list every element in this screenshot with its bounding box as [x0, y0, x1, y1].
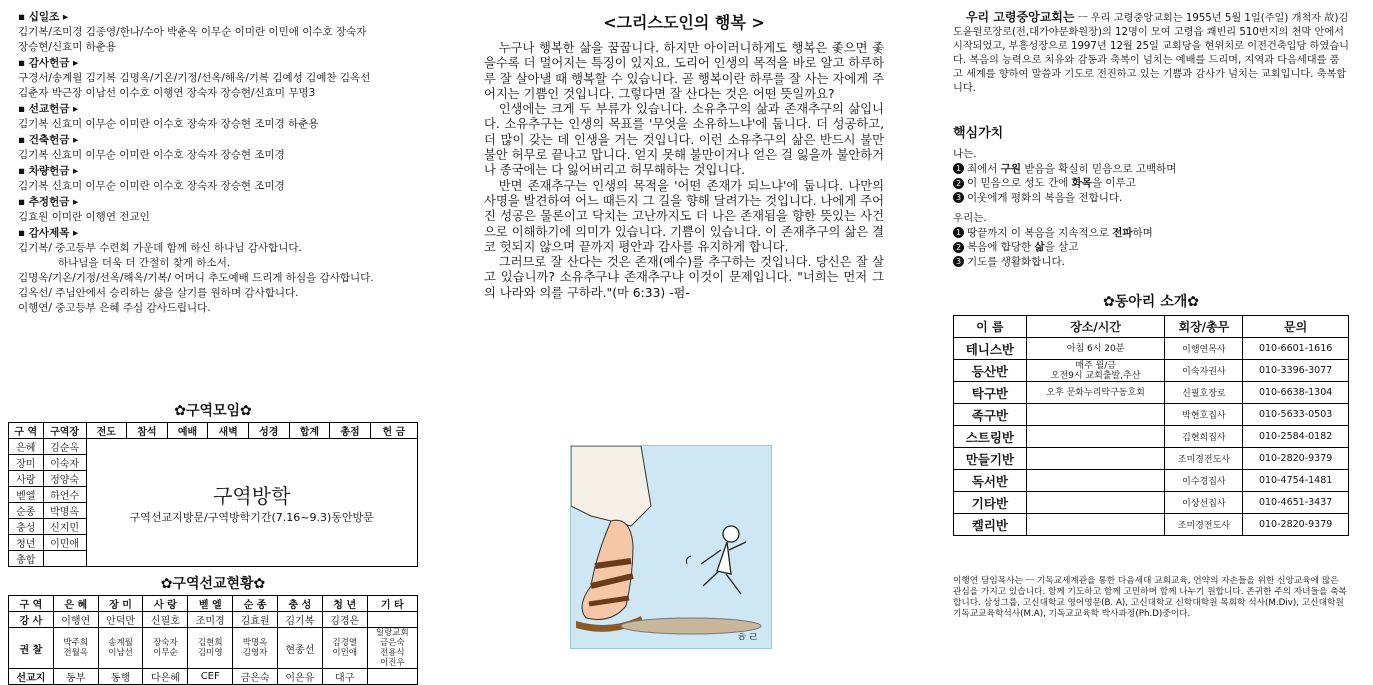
- club-place: 오후 문화누리탁구동호회: [1026, 382, 1165, 404]
- district-name: 청년: [9, 535, 44, 551]
- column-header: 회장/총무: [1165, 316, 1243, 338]
- club-phone: 010-2820-9379: [1243, 448, 1349, 470]
- core-group: [953, 147, 1349, 205]
- core-text-end: 을 이루고: [1091, 177, 1136, 189]
- essay-paragraph: 반면 존재추구는 인생의 목적을 '어떤 존재가 되느냐'에 둡니다. 나만의 사명을 발견하여 어느 때든지 그 길을 향해 달려가는 것입니다. 나에게 주어진 성공은 물론이고 닥치는 고난까지도 더 나은 존재됨을 향한 뜻있는 사건으로 이해하기에 의미가 있습니다. 기쁨이 있습니다. 이 존재추구의 삶은 결코 헛되지 않으며 끝까지 평안과 감사를 유지하게 합니다.: [484, 178, 884, 254]
- table-header-row: [9, 596, 418, 612]
- table-row: [954, 426, 1349, 448]
- table-cell: 대구: [322, 669, 367, 685]
- district-name: 순종: [9, 503, 44, 519]
- offering-head: [18, 164, 418, 179]
- district-mission-title: ✿구역선교현황✿: [160, 576, 266, 592]
- column-header: 헌 금: [370, 423, 417, 439]
- arrow-icon: ▸: [59, 11, 69, 23]
- column-header: 사 랑: [143, 596, 188, 612]
- arrow-icon: ▸: [73, 227, 79, 239]
- offering-names: 김기복 신효미 이무순 이미란 이수호 장숙자 장승현 조미경 하춘용: [18, 118, 319, 130]
- offering-head: [18, 56, 418, 71]
- district-name: 총합: [9, 551, 44, 567]
- column-header: 성경: [249, 423, 290, 439]
- essay-title: <그리스도인의 행복 >: [603, 13, 765, 32]
- core-text: 기도를 생활화합니다.: [967, 255, 1065, 268]
- offering-names: 김기복 신효미 이무순 이미란 이수호 장숙자 장승현 조미경: [18, 180, 285, 192]
- district-meeting: [8, 396, 418, 685]
- club-leader: 이행연목사: [1165, 338, 1243, 360]
- club-title: ✿동아리 소개✿: [1103, 294, 1199, 310]
- bullet-icon: ▪: [18, 57, 29, 69]
- offering-head: [18, 10, 418, 25]
- column-header: 청 년: [322, 596, 367, 612]
- table-row: [954, 448, 1349, 470]
- club-place: [1026, 514, 1165, 536]
- offering-names: 김기복/조미경 김종영/한나/수아 박춘옥 이무순 이미란 이민애 이수호 장숙자: [18, 26, 367, 38]
- bullet-icon: ▪: [18, 134, 29, 146]
- club-name: 탁구반: [954, 382, 1027, 404]
- table-cell: CEF: [188, 669, 233, 685]
- offering-title: 차량헌금: [28, 165, 70, 177]
- notice-subtitle: 구역선교지방문/구역방학기간(7.16~9.3)동안방문: [129, 511, 374, 524]
- district-name: 충성: [9, 519, 44, 535]
- club-name: 켈리반: [954, 514, 1027, 536]
- illustration-svg: [571, 446, 771, 648]
- table-cell: 김경은: [322, 612, 367, 628]
- club-name: 기타반: [954, 492, 1027, 514]
- table-row: [954, 404, 1349, 426]
- thanks-section: [18, 226, 418, 316]
- row-label: 권 찰: [9, 628, 54, 669]
- club-phone: 010-6638-1304: [1243, 382, 1349, 404]
- table-cell: 안덕만: [98, 612, 143, 628]
- table-row: [954, 360, 1349, 382]
- thanks-head: ▪ 감사제목 ▸: [18, 227, 79, 239]
- core-text: 죄에서: [967, 162, 1001, 175]
- club-name: 등산반: [954, 360, 1027, 382]
- column-header: 구 역: [9, 423, 44, 439]
- bullet-icon: ▪: [18, 103, 29, 115]
- core-item: [953, 255, 1349, 270]
- thanks-lines: [18, 241, 418, 316]
- club-place: 매주 월/금 오전9시 교회출발,추산: [1026, 360, 1165, 382]
- district-leader: 정양숙: [43, 471, 86, 487]
- club-phone: 010-3396-3077: [1243, 360, 1349, 382]
- table-cell: 김기복: [277, 612, 322, 628]
- column-header: 벧 엘: [188, 596, 233, 612]
- core-values-title: 핵심가치: [953, 126, 1004, 141]
- club-phone: 010-5633-0503: [1243, 404, 1349, 426]
- pastor-bio: 이행연 담임목사는 ㅡ 기독교세계관을 통한 다음세대 교회교육, 언약의 자손들을 위한 신앙교육에 많은 관심을 가지고 있습니다. 함께 기도하고 함께 고민하며 함께 나누기 원합니다. 존귀한 주의 자녀들을 축복합니다. 삼성그룹, 고신대학교 영어영문(B. A), 고신대학교 신학대학원 목회학 석사(M.Div), 고신대학원 기독교교육학석사(M.A), 기독교교육학 박사과정(Ph.D)중이다.: [953, 576, 1347, 619]
- sandal-illustration: [570, 445, 772, 649]
- core-text: 이 믿음으로 성도 간에: [967, 177, 1072, 189]
- table-row: [954, 338, 1349, 360]
- bullet-icon: ▪: [18, 11, 29, 23]
- core-item: [953, 226, 1349, 241]
- column-header: 참석: [127, 423, 168, 439]
- club-place: [1026, 426, 1165, 448]
- thanks-line: 하나님을 더욱 더 간절히 찾게 하소서.: [58, 257, 231, 269]
- table-row: [954, 492, 1349, 514]
- number-icon: 3: [953, 256, 964, 267]
- number-icon: 3: [953, 192, 964, 203]
- core-text: 복음에 합당한: [967, 241, 1035, 253]
- offering-title: 선교헌금: [28, 103, 70, 115]
- thanks-line: 이행연/ 중고등부 은혜 주심 감사드립니다.: [18, 302, 211, 314]
- bullet-icon: ▪: [18, 196, 29, 208]
- number-icon: 2: [953, 242, 964, 253]
- club-leader: 조미경전도사: [1165, 514, 1243, 536]
- district-leader: 이민애: [43, 535, 86, 551]
- arrow-icon: ▸: [69, 57, 79, 69]
- row-label: 강 사: [9, 612, 54, 628]
- district-meeting-title: ✿구역모임✿: [174, 403, 252, 419]
- column-header: 구 역: [9, 596, 54, 612]
- table-cell: 일랑교회 금은숙 전용식 이진우: [367, 628, 417, 669]
- arrow-icon: ▸: [69, 196, 79, 208]
- core-text-end: 을 살고: [1044, 241, 1079, 253]
- column-header: 장 미: [98, 596, 143, 612]
- club-leader: 박현호집사: [1165, 404, 1243, 426]
- table-cell: 이행연: [53, 612, 98, 628]
- club-leader: 조미경전도사: [1165, 448, 1243, 470]
- core-item: [953, 162, 1349, 177]
- intro-text: ㅡ 우리 고령중앙교회는 1955년 5월 1일(주일) 개척자 故)김도윤원로장로(전,대가야문화원장)의 12명이 모여 고령읍 쾌빈리 510번지의 천막 안에서 시작되었고, 부흥성장으로 1997년 12월 25일 교회당을 현위치로 이전건축입당 하였습니다. 복음의 능력으로 치유와 감동과 축복이 넘치는 예배를 드리며, 지역과 다음세대를 품고 세계를 향하여 말씀과 기도로 전진하고 있는 기쁨과 감사가 넘치는 교회입니다. 축복합니다.: [953, 13, 1349, 94]
- offering-title: 건축헌금: [28, 134, 70, 146]
- core-text-end: 받음을 확실히 믿음으로 고백하며: [1021, 162, 1177, 175]
- table-row: [954, 470, 1349, 492]
- offering-names: 장승현/신효미 하춘용: [18, 41, 117, 53]
- table-cell: 금은숙: [233, 669, 278, 685]
- essay-paragraph: 그러므로 잘 산다는 것은 존재(예수)를 추구하는 것입니다. 당신은 잘 살고 있습니까? 소유추구냐 존재추구냐 이것이 문제입니다. "너희는 먼저 그의 나라와 의를 구하라."(마 6:33) -펌-: [484, 255, 884, 300]
- table-cell: 송계월 이남선: [98, 628, 143, 669]
- table-cell: 신필호: [143, 612, 188, 628]
- core-item: [953, 176, 1349, 191]
- column-header: 기 타: [367, 596, 417, 612]
- table-header-row: [954, 316, 1349, 338]
- column-header: 충 성: [277, 596, 322, 612]
- core-text: 땅끝까지 이 복음을 지속적으로: [967, 226, 1113, 239]
- district-name: 은혜: [9, 439, 44, 455]
- column-header: 새벽: [208, 423, 249, 439]
- club-place: 아침 6시 20분: [1026, 338, 1165, 360]
- number-icon: 1: [953, 227, 964, 238]
- core-keyword: 구원: [1000, 162, 1022, 175]
- district-name: 사랑: [9, 471, 44, 487]
- column-header: 장소/시간: [1026, 316, 1165, 338]
- column-header: 순 종: [233, 596, 278, 612]
- club-phone: 010-4754-1481: [1243, 470, 1349, 492]
- club-name: 테니스반: [954, 338, 1027, 360]
- table-cell: 김경열 이민애: [322, 628, 367, 669]
- column-header: 총점: [330, 423, 371, 439]
- thanks-line: 김옥선/ 주님안에서 승리하는 삶을 살기를 원하며 감사합니다.: [18, 287, 299, 299]
- club-phone: 010-2584-0182: [1243, 426, 1349, 448]
- table-cell: 김효원: [233, 612, 278, 628]
- club-leader: 이상선집사: [1165, 492, 1243, 514]
- district-mission-table: [8, 595, 418, 685]
- club-place: [1026, 470, 1165, 492]
- intro-lead: 우리 고령중앙교회는: [965, 10, 1075, 24]
- essay-body: [484, 41, 884, 301]
- club-place: [1026, 404, 1165, 426]
- left-column: [14, 0, 418, 684]
- column-header: 문의: [1243, 316, 1349, 338]
- club-table: [953, 315, 1349, 536]
- arrow-icon: ▸: [69, 103, 79, 115]
- club-phone: 010-2820-9379: [1243, 514, 1349, 536]
- number-icon: 1: [953, 163, 964, 174]
- club-leader: 이수경집사: [1165, 470, 1243, 492]
- table-cell: 박명옥 김영자: [233, 628, 278, 669]
- table-row: [9, 439, 418, 455]
- column-header: 은 혜: [53, 596, 98, 612]
- notice-title: 구역방학: [213, 484, 291, 508]
- district-leader: [43, 551, 86, 567]
- core-group-head: 나는.: [953, 148, 977, 160]
- core-item: [953, 191, 1349, 206]
- arrow-icon: ▸: [69, 165, 79, 177]
- table-cell: 동부: [53, 669, 98, 685]
- club-phone: 010-4651-3437: [1243, 492, 1349, 514]
- thanks-line: 김기복/ 중고등부 수련회 가운데 함께 하신 하나님 감사합니다.: [18, 242, 302, 254]
- table-cell: 다은혜: [143, 669, 188, 685]
- club-phone: 010-6601-1616: [1243, 338, 1349, 360]
- table-cell: [367, 612, 417, 628]
- district-leader: 하언수: [43, 487, 86, 503]
- table-cell: 김현희 김미영: [188, 628, 233, 669]
- arrow-icon: ▸: [69, 134, 79, 146]
- core-group: [953, 211, 1349, 269]
- club-leader: 신필호장로: [1165, 382, 1243, 404]
- club-name: 족구반: [954, 404, 1027, 426]
- club-leader: 이숙자권사: [1165, 360, 1243, 382]
- core-keyword: 전파: [1112, 226, 1133, 239]
- table-row: [9, 628, 418, 669]
- number-icon: 2: [953, 178, 964, 189]
- table-row: [9, 612, 418, 628]
- core-keyword: 화목: [1071, 177, 1092, 189]
- table-header-row: [9, 423, 418, 439]
- offering-head: [18, 195, 418, 210]
- offering-head: [18, 133, 418, 148]
- table-row: [954, 514, 1349, 536]
- district-name: 장미: [9, 455, 44, 471]
- district-name: 벧엘: [9, 487, 44, 503]
- table-cell: 박주희 전월옥: [53, 628, 98, 669]
- offering-title: 추정헌금: [28, 196, 70, 208]
- column-header: 이 름: [954, 316, 1027, 338]
- table-row: [9, 669, 418, 685]
- district-leader: 박명옥: [43, 503, 86, 519]
- district-meeting-table: [8, 422, 418, 567]
- offering-names: 김기복 신효미 이무순 이미란 이수호 장숙자 장승현 조미경: [18, 149, 285, 161]
- offering-names: 김효원 이미란 이행연 전교인: [18, 211, 150, 223]
- club-place: [1026, 448, 1165, 470]
- bullet-icon: ▪: [18, 165, 29, 177]
- essay-paragraph: 인생에는 크게 두 부류가 있습니다. 소유추구의 삶과 존재추구의 삶입니다. 소유추구는 인생의 목표를 '무엇을 소유하느냐'에 둡니다. 더 성공하고, 더 많이 갖는 데 인생을 거는 것입니다. 이런 소유추구의 삶은 반드시 불만 불안 허무로 끝나고 맙니다. 얻지 못해 불만이거나 얻은 걸 잃을까 불안하거나 종국에는 다 잃어버리고 허무해하는 것입니다.: [484, 102, 884, 178]
- club-place: [1026, 492, 1165, 514]
- svg-text:ㅎㄹ: ㅎㄹ: [736, 630, 760, 644]
- offering-list: [18, 10, 418, 225]
- district-notice: [86, 439, 418, 567]
- core-text: 이웃에게 평화의 복음을 전합니다.: [967, 191, 1123, 204]
- core-group-head: 우리는.: [953, 212, 987, 224]
- row-label: 선교지: [9, 669, 54, 685]
- offering-head: [18, 102, 418, 117]
- offering-title: 십일조: [28, 11, 60, 23]
- thanks-line: 김명옥/기온/기정/선옥/해옥/기복/ 어머니 추도예배 드리게 하심을 감사합니다.: [18, 272, 374, 284]
- club-name: 독서반: [954, 470, 1027, 492]
- table-cell: 조미경: [188, 612, 233, 628]
- middle-column: [484, 0, 884, 644]
- column-header: 합계: [289, 423, 330, 439]
- right-column: [953, 0, 1349, 620]
- offering-names: 구경서/송계월 김기복 김명옥/기온/기정/선옥/해옥/기복 김예성 김예찬 김옥선: [18, 72, 371, 84]
- column-header: 전도: [86, 423, 127, 439]
- essay-paragraph: 누구나 행복한 삶을 꿈꿉니다. 하지만 아이러니하게도 행복은 좇으면 좇을수록 더 멀어지는 특징이 있지요. 도리어 인생의 목적을 바로 알고 하루하루 잘 살아낼 때 행복할 수 있습니다. 곧 행복이란 하루를 잘 사는 자에게 주어지는 기쁨인 것입니다. 그렇다면 잘 산다는 것은 어떤 뜻일까요?: [484, 41, 884, 101]
- bullet-icon: ▪: [18, 227, 26, 239]
- club-name: 스트링반: [954, 426, 1027, 448]
- column-header: 예배: [167, 423, 208, 439]
- column-header: 구역장: [43, 423, 86, 439]
- table-cell: 이은유: [277, 669, 322, 685]
- core-item: [953, 240, 1349, 255]
- district-leader: 김순옥: [43, 439, 86, 455]
- church-intro: [953, 10, 1349, 96]
- offering-title: 감사헌금: [28, 57, 70, 69]
- table-cell: [367, 669, 417, 685]
- district-leader: 이숙자: [43, 455, 86, 471]
- district-leader: 신지민: [43, 519, 86, 535]
- core-text-end: 하며: [1132, 226, 1153, 239]
- offering-names: 김춘자 박근장 이남선 이수호 이행연 장숙자 장승현/신효미 무명3: [18, 87, 316, 99]
- club-name: 만들기반: [954, 448, 1027, 470]
- core-keyword: 삶: [1034, 241, 1045, 253]
- table-cell: 동행: [98, 669, 143, 685]
- club-leader: 김현희집사: [1165, 426, 1243, 448]
- core-values: [953, 147, 1349, 269]
- table-row: [954, 382, 1349, 404]
- table-cell: 장숙자 이무순: [143, 628, 188, 669]
- table-cell: 현종선: [277, 628, 322, 669]
